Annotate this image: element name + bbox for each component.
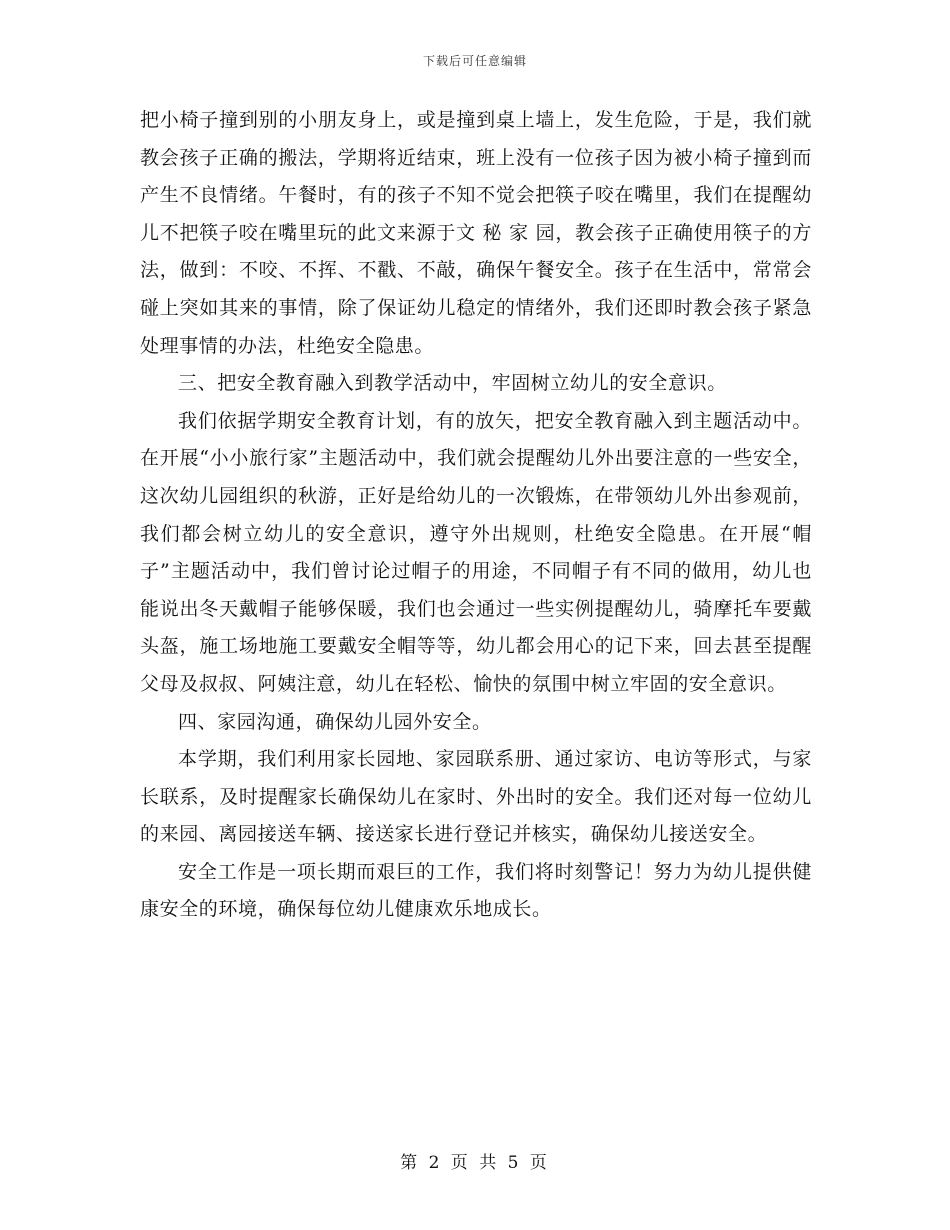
paragraph-continuation: 把小椅子撞到别的小朋友身上，或是撞到桌上墙上，发生危险，于是，我们就教会孩子正确的搬法，学期将近结束，班上没有一位孩子因为被小椅子撞到而产生不良情绪。午餐时，有的孩子不知不觉会把筷子咬在嘴里，我们在提醒幼儿不把筷子咬在嘴里玩的此文来源于文 秘 家 园，教会孩子正确使用筷子的方法，做到：不咬、不挥、不戳、不敲，确保午餐安全。孩子在生活中，常常会碰上突如其来的事情，除了保证幼儿稳定的情绪外，我们还即时教会孩子紧急处理事情的办法，杜绝安全隐患。: [140, 109, 812, 357]
section-heading-4: 四、家园沟通，确保幼儿园外安全。: [178, 710, 492, 733]
paragraph-theme-activities: 我们依据学期安全教育计划，有的放矢，把安全教育融入到主题活动中。在开展“小小旅行家”主题活动中，我们就会提醒幼儿外出要注意的一些安全，这次幼儿园组织的秋游，正好是给幼儿的一次锻炼，在带领幼儿外出参观前，我们都会树立幼儿的安全意识，遵守外出规则，杜绝安全隐患。在开展“帽子”主题活动中，我们曾讨论过帽子的用途，不同帽子有不同的做用，幼儿也能说出冬天戴帽子能够保暖，我们也会通过一些实例提醒幼儿，骑摩托车要戴头盔，施工场地施工要戴安全帽等等，幼儿都会用心的记下来，回去甚至提醒父母及叔叔、阿姨注意，幼儿在轻松、愉快的氛围中树立牢固的安全意识。: [140, 409, 812, 695]
paragraph-conclusion: 安全工作是一项长期而艰巨的工作，我们将时刻警记！努力为幼儿提供健康安全的环境，确保每位幼儿健康欢乐地成长。: [140, 860, 812, 921]
page-header: 下载后可任意编辑: [422, 54, 527, 68]
section-heading-3: 三、把安全教育融入到教学活动中，牢固树立幼儿的安全意识。: [178, 372, 727, 395]
document-body: [140, 102, 812, 929]
page-number: 第 2 页 共 5 页: [400, 1153, 550, 1173]
paragraph-home-school: 本学期，我们利用家长园地、家园联系册、通过家访、电访等形式，与家长联系，及时提醒家长确保幼儿在家时、外出时的安全。我们还对每一位幼儿的来园、离园接送车辆、接送家长进行登记并核实，确保幼儿接送安全。: [140, 748, 812, 846]
